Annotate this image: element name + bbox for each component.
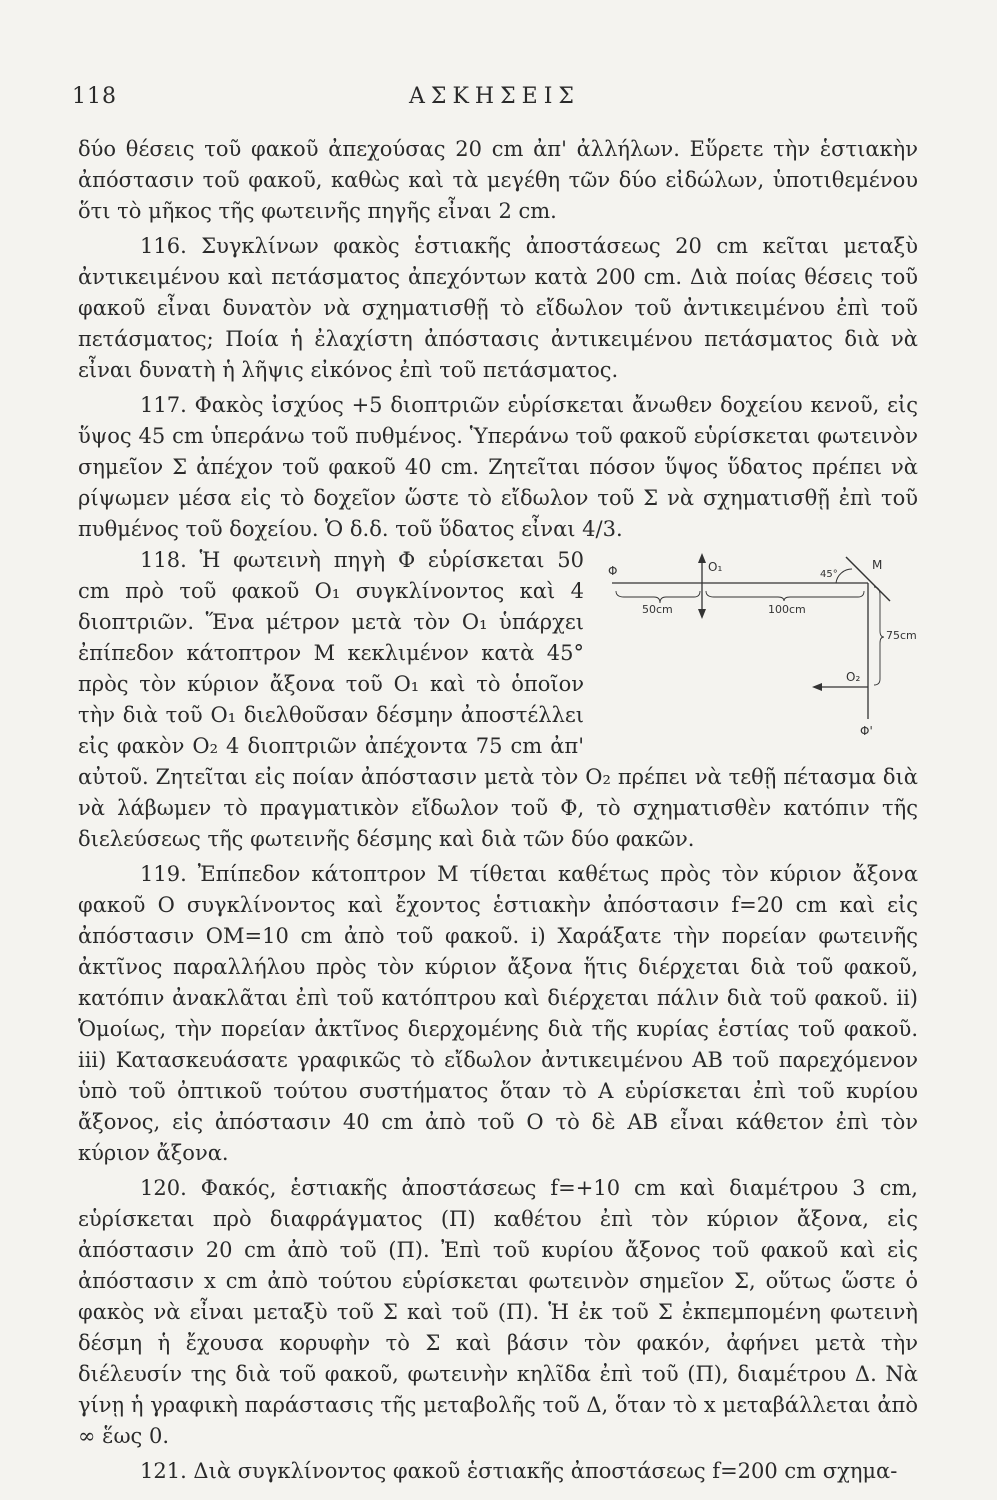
optics-diagram [598,547,928,747]
exercise-121: 121. Διὰ συγκλίνοντος φακοῦ ἑστιακῆς ἀποστάσεως f=200 cm σχημα- [140,1459,898,1483]
label-o1: O₁ [708,560,723,574]
running-title: ΑΣΚΗΣΕΙΣ [409,84,580,109]
page-body [78,134,918,1487]
exercise-120: 120. Φακός, ἑστιακῆς ἀποστάσεως f=+10 cm καὶ διαμέτρου 3 cm, εὑρίσκεται πρὸ διαφράγματος (Π) καθέτου ἐπὶ τὸν κύριον ἄξονα, εἰς ἀπόστασιν 20 cm ἀπὸ τοῦ (Π). Ἐπὶ τοῦ κυρίου ἄξονος τοῦ φακοῦ καὶ εἰς ἀπόστασιν x cm ἀπὸ τούτου εὑρίσκεται φωτεινὸν σημεῖον Σ, οὕτως ὥστε ὁ φακὸς νὰ εἶναι μεταξὺ τοῦ Σ καὶ τοῦ (Π). Ἡ ἐκ τοῦ Σ ἐκπεμπομένη φωτεινὴ δέσμη ἡ ἔχουσα κορυφὴν τὸ Σ καὶ βάσιν τὸν φακόν, ἀφήνει μετὰ τὴν διέλευσίν της διὰ τοῦ φακοῦ, φωτεινὴν κηλῖδα ἐπὶ τοῦ (Π), διαμέτρου Δ. Νὰ γίνῃ ἡ γραφικὴ παράστασις τῆς μεταβολῆς τοῦ Δ, ὅταν τὸ x μεταβάλλεται ἀπὸ ∞ ἕως 0. [78,1176,918,1448]
exercise-118: 118. Ἡ φωτεινὴ πηγὴ Φ εὑρίσκεται 50 cm πρὸ τοῦ φακοῦ O₁ συγκλίνοντος καὶ 4 διοπτριῶν. Ἕνα μέτρον μετὰ τὸν O₁ ὑπάρχει ἐπίπεδον κάτοπτρον M κεκλιμένον κατὰ 45° πρὸς τὸν κύριον ἄξονα τοῦ O₁ καὶ τὸ ὁποῖον τὴν διὰ τοῦ O₁ διελθοῦσαν δέσμην ἀποστέλλει εἰς φακὸν O₂ 4 διοπτριῶν ἀπέχοντα 75 cm ἀπ' αὐτοῦ. Ζητεῖται εἰς ποίαν ἀπόστασιν μετὰ τὸν O₂ πρέπει νὰ τεθῇ πέτασμα διὰ νὰ λάβωμεν τὸ πραγματικὸν εἴδωλον τοῦ Φ, τὸ σχηματισθὲν κατόπιν τῆς διελεύσεως τῆς φωτεινῆς δέσμης καὶ διὰ τῶν δύο φακῶν. [78,548,918,851]
brace-100cm [706,591,864,601]
label-75cm: 75cm [886,629,917,642]
label-100cm: 100cm [768,603,806,616]
label-phi: Φ [608,564,618,578]
brace-75cm [874,587,884,685]
label-45deg: 45° [820,569,838,580]
exercise-118-block [78,545,918,855]
page-header [72,84,917,118]
label-phi-prime: Φ' [860,724,873,738]
exercise-119: 119. Ἐπίπεδον κάτοπτρον M τίθεται καθέτως πρὸς τὸν κύριον ἄξονα φακοῦ O συγκλίνοντος καὶ ἔχοντος ἑστιακὴν ἀπόστασιν f=20 cm καὶ εἰς ἀπόστασιν OM=10 cm ἀπὸ τοῦ φακοῦ. i) Χαράξατε τὴν πορείαν φωτεινῆς ἀκτῖνος παραλλήλου πρὸς τὸν κύριον ἄξονα ἥτις διέρχεται διὰ τοῦ φακοῦ, κατόπιν ἀνακλᾶται ἐπὶ τοῦ κατόπτρου καὶ διέρχεται πάλιν διὰ τοῦ φακοῦ. ii) Ὁμοίως, τὴν πορείαν ἀκτῖνος διερχομένης διὰ τῆς κυρίας ἑστίας τοῦ φακοῦ. iii) Κατασκευάσατε γραφικῶς τὸ εἴδωλον ἀντικειμένου AB τοῦ παρεχόμενον ὑπὸ τοῦ ὀπτικοῦ τούτου συστήματος ὅταν τὸ A εὑρίσκεται ἐπὶ τοῦ κυρίου ἄξονος, εἰς ἀπόστασιν 40 cm ἀπὸ τοῦ O τὸ δὲ AB εἶναι κάθετον ἐπὶ τὸν κύριον ἄξονα. [78,862,918,1165]
brace-50cm [616,591,700,603]
label-o2: O₂ [846,670,861,684]
paragraph-continuation: δύο θέσεις τοῦ φακοῦ ἀπεχούσας 20 cm ἀπ' ἀλλήλων. Εὕρετε τὴν ἑστιακὴν ἀπόστασιν τοῦ φακοῦ, καθὼς καὶ τὰ μεγέθη τῶν δύο εἰδώλων, ὑποτιθεμένου ὅτι τὸ μῆκος τῆς φωτεινῆς πηγῆς εἶναι 2 cm. [78,137,918,223]
optics-figure [598,547,928,747]
exercise-116: 116. Συγκλίνων φακὸς ἑστιακῆς ἀποστάσεως 20 cm κεῖται μεταξὺ ἀντικειμένου καὶ πετάσματος ἀπεχόντων κατὰ 200 cm. Διὰ ποίας θέσεις τοῦ φακοῦ εἶναι δυνατὸν νὰ σχηματισθῇ τὸ εἴδωλον τοῦ ἀντικειμένου ἐπὶ τοῦ πετάσματος; Ποία ἡ ἐλαχίστη ἀπόστασις ἀντικειμένου πετάσματος διὰ νὰ εἶναι δυνατὴ ἡ λῆψις εἰκόνος ἐπὶ τοῦ πετάσματος. [78,234,918,382]
exercise-117: 117. Φακὸς ἰσχύος +5 διοπτριῶν εὑρίσκεται ἄνωθεν δοχείου κενοῦ, εἰς ὕψος 45 cm ὑπεράνω τοῦ πυθμένος. Ὑπεράνω τοῦ φακοῦ εὑρίσκεται φωτεινὸν σημεῖον Σ ἀπέχον τοῦ φακοῦ 40 cm. Ζητεῖται πόσον ὕψος ὕδατος πρέπει νὰ ρίψωμεν μέσα εἰς τὸ δοχεῖον ὥστε τὸ εἴδωλον τοῦ Σ νὰ σχηματισθῇ ἐπὶ τοῦ πυθμένος τοῦ δοχείου. Ὁ δ.δ. τοῦ ὕδατος εἶναι 4/3. [78,393,918,541]
lens-o1-bottom-arrow [698,609,706,619]
lens-o2-arrow [812,683,822,691]
angle-arc [836,569,852,583]
lens-o1-top-arrow [698,553,706,563]
page-number: 118 [72,84,117,109]
label-50cm: 50cm [642,603,673,616]
label-m: M [872,558,883,572]
